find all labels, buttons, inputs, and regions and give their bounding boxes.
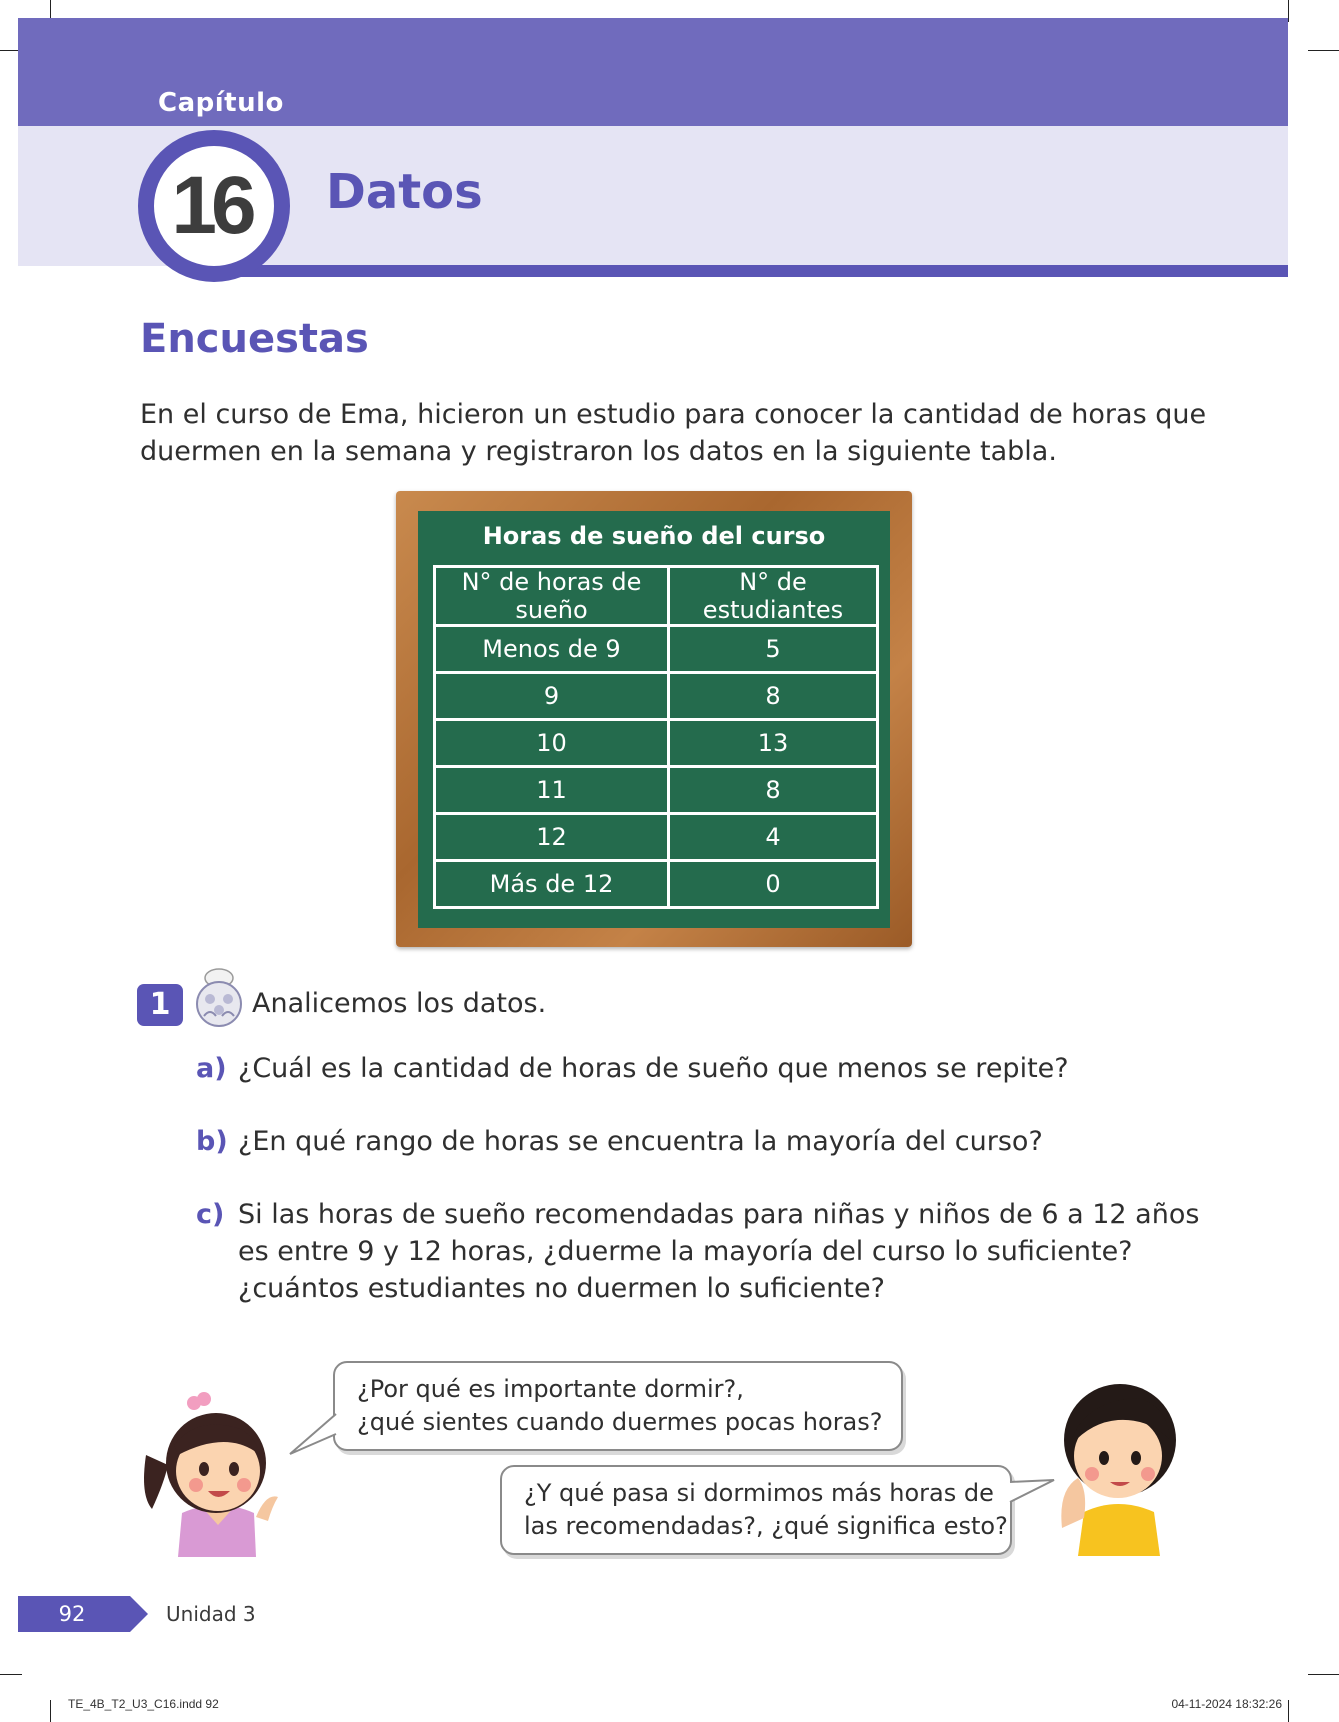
- question-label: c): [196, 1199, 225, 1230]
- table-cell: 10: [435, 720, 669, 767]
- intro-line: duermen en la semana y registraron los datos en la siguiente tabla.: [140, 436, 1057, 467]
- chapter-number-badge: [138, 130, 290, 282]
- table-row: [435, 673, 878, 720]
- table-cell: 5: [669, 626, 878, 673]
- print-timestamp: 04-11-2024 18:32:26: [1171, 1697, 1282, 1711]
- table-row: [435, 767, 878, 814]
- boy-character-illustration: [1048, 1378, 1188, 1556]
- activity-number: 1: [137, 984, 183, 1026]
- table-row: [435, 814, 878, 861]
- crop-mark: [50, 1700, 51, 1722]
- girl-speech-bubble: [333, 1361, 903, 1451]
- table-row: [435, 861, 878, 908]
- activity-instruction: Analicemos los datos.: [252, 988, 547, 1019]
- question-text: [238, 1196, 1238, 1307]
- chapter-number: 16: [171, 160, 251, 251]
- question-label: b): [196, 1126, 228, 1157]
- question-line: ¿cuántos estudiantes no duermen lo suficiente?: [238, 1273, 885, 1304]
- table-cell: 12: [435, 814, 669, 861]
- chapter-label: Capítulo: [158, 88, 284, 118]
- bubble-line: ¿Por qué es importante dormir?,: [357, 1375, 744, 1403]
- column-header: N° de estudiantes: [669, 567, 878, 626]
- table-cell: 8: [669, 673, 878, 720]
- print-file-slug: TE_4B_T2_U3_C16.indd 92: [68, 1697, 219, 1711]
- chapter-title: Datos: [326, 164, 483, 220]
- boy-speech-bubble: [500, 1465, 1012, 1555]
- question-line: ¿Cuál es la cantidad de horas de sueño que menos se repite?: [238, 1053, 1069, 1084]
- unit-label: Unidad 3: [166, 1602, 256, 1626]
- crop-mark: [1288, 1700, 1289, 1722]
- bubble-line: ¿Y qué pasa si dormimos más horas de: [524, 1479, 994, 1507]
- table-cell: Menos de 9: [435, 626, 669, 673]
- table-cell: 8: [669, 767, 878, 814]
- question-line: es entre 9 y 12 horas, ¿duerme la mayoría del curso lo suficiente?: [238, 1236, 1133, 1267]
- table-row: [435, 720, 878, 767]
- question-line: ¿En qué rango de horas se encuentra la mayoría del curso?: [238, 1126, 1043, 1157]
- table-cell: 0: [669, 861, 878, 908]
- table-cell: 11: [435, 767, 669, 814]
- intro-paragraph: [140, 396, 1220, 470]
- table-cell: 9: [435, 673, 669, 720]
- table-row: [435, 626, 878, 673]
- bubble-line: las recomendadas?, ¿qué significa esto?: [524, 1512, 1008, 1540]
- question-text: [238, 1050, 1238, 1087]
- page-number: 92: [58, 1602, 86, 1626]
- table-cell: 4: [669, 814, 878, 861]
- crop-mark: [1308, 1674, 1339, 1675]
- crop-mark: [0, 1674, 22, 1675]
- chalkboard-title: Horas de sueño del curso: [482, 522, 826, 550]
- sleep-hours-table: [433, 565, 879, 909]
- intro-line: En el curso de Ema, hicieron un estudio para conocer la cantidad de horas que: [140, 399, 1207, 430]
- speech-bubble-tail: [1008, 1478, 1056, 1514]
- speech-bubble-tail: [288, 1410, 338, 1458]
- table-cell: 13: [669, 720, 878, 767]
- crop-mark: [1308, 50, 1339, 51]
- girl-character-illustration: [138, 1385, 298, 1557]
- crop-mark: [1288, 0, 1289, 22]
- column-header: N° de horas de sueño: [435, 567, 669, 626]
- question-label: a): [196, 1053, 227, 1084]
- question-text: [238, 1123, 1238, 1160]
- question-line: Si las horas de sueño recomendadas para niñas y niños de 6 a 12 años: [238, 1199, 1200, 1230]
- group-work-icon: [194, 966, 244, 1030]
- table-header-row: [435, 567, 878, 626]
- section-title: Encuestas: [140, 316, 369, 362]
- bubble-line: ¿qué sientes cuando duermes pocas horas?: [357, 1408, 883, 1436]
- table-cell: Más de 12: [435, 861, 669, 908]
- chapter-underline: [190, 265, 1288, 277]
